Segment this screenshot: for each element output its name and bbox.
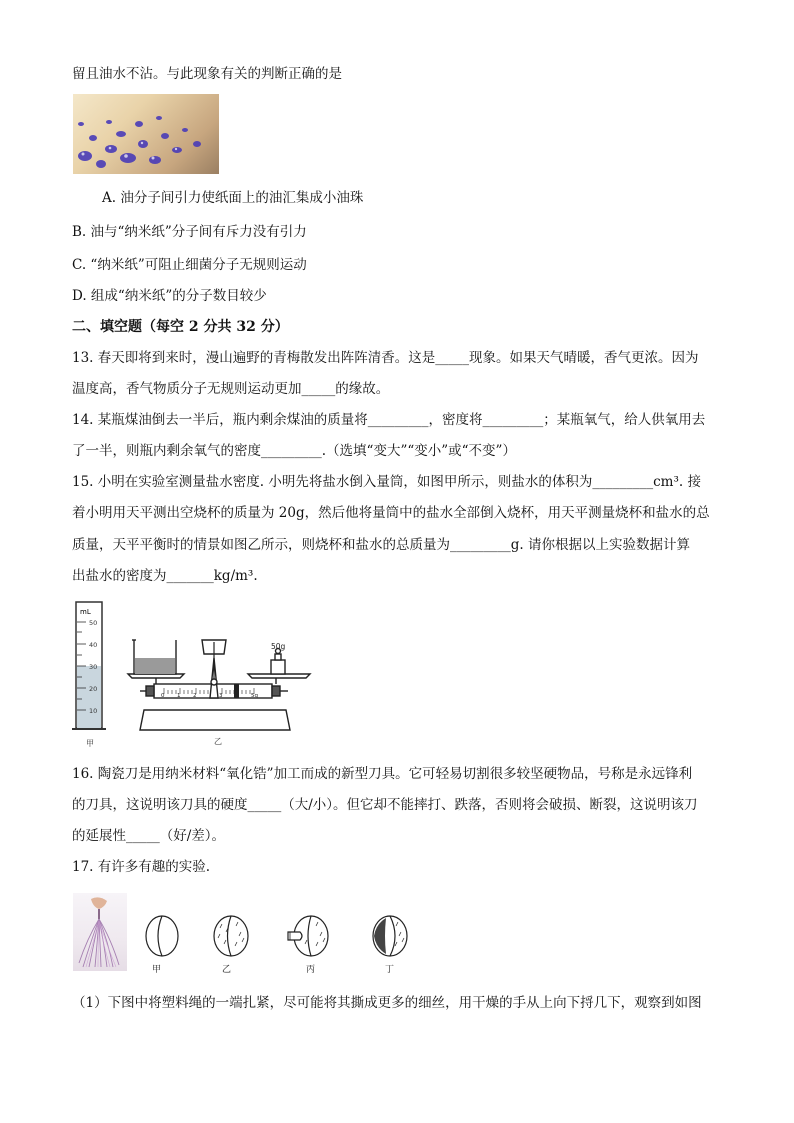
option-a: A. 油分子间引力使纸面上的油汇集成小油珠	[102, 190, 364, 206]
scale-tick-4: 4	[235, 693, 239, 699]
scale-tick-0: 0	[161, 693, 165, 699]
question-16-line-1: 16. 陶瓷刀是用纳米材料“氧化锆”加工而成的新型刀具。它可轻易切割很多较坚硬物品，号称是永远锋利	[72, 766, 693, 782]
nanopaper-oil-drops-photo	[73, 94, 219, 174]
option-b: B. 油与“纳米纸”分子间有斥力没有引力	[72, 224, 307, 240]
option-d: D. 组成“纳米纸”的分子数目较少	[72, 288, 267, 304]
circle-bing	[288, 916, 328, 956]
option-c: C. “纳米纸”可阻止细菌分子无规则运动	[72, 257, 307, 273]
split-circles-figure	[140, 906, 430, 978]
figure-label-jia: 甲	[86, 739, 94, 748]
question-15-line-3: 质量，天平平衡时的情景如图乙所示，则烧杯和盐水的总质量为_________g. 请你根据以上实验数据计算	[72, 537, 690, 553]
scale-tick-5g: 5g	[251, 693, 258, 699]
cylinder-tick-50: 50	[89, 619, 98, 627]
question-17-stem: 17. 有许多有趣的实验.	[72, 859, 211, 875]
figure-label-yi: 乙	[214, 737, 222, 746]
circle-label-bing: 丙	[306, 965, 316, 975]
circle-jia	[146, 916, 178, 956]
question-12-stem-end: 留且油水不沾。与此现象有关的判断正确的是	[72, 66, 342, 82]
cylinder-and-balance-figure	[72, 598, 322, 750]
question-15-line-4: 出盐水的密度为_______kg/m³.	[72, 568, 258, 584]
question-16-line-3: 的延展性_____（好/差）。	[72, 828, 226, 844]
circle-label-ding: 丁	[385, 965, 395, 975]
question-15-line-2: 着小明用天平测出空烧杯的质量为 20g，然后他将量筒中的盐水全部倒入烧杯，用天平测量烧杯和盐水的总	[72, 505, 710, 521]
balance	[128, 640, 310, 730]
scale-tick-3: 3	[219, 693, 223, 699]
circle-ding	[373, 916, 407, 956]
circle-label-yi: 乙	[222, 965, 232, 975]
cylinder-tick-20: 20	[89, 685, 98, 693]
circle-yi	[214, 916, 248, 956]
question-14-line-1: 14. 某瓶煤油倒去一半后，瓶内剩余煤油的质量将_________，密度将_________；某瓶氧气，给人供氧用去	[72, 412, 706, 428]
section-heading-fill-in: 二、填空题（每空 2 分共 32 分）	[72, 319, 289, 335]
scale-tick-2: 2	[193, 693, 197, 699]
weight-label: 50g	[271, 642, 286, 651]
question-13-line-1: 13. 春天即将到来时，漫山遍野的青梅散发出阵阵清香。这是_____现象。如果天气晴暖，香气更浓。因为	[72, 350, 699, 366]
question-16-line-2: 的刀具，这说明该刀具的硬度_____（大/小）。但它却不能摔打、跌落，否则将会破损、断裂，这说明该刀	[72, 797, 698, 813]
plastic-string-photo	[73, 893, 127, 971]
scale-tick-1: 1	[177, 693, 181, 699]
question-14-line-2: 了一半，则瓶内剩余氧气的密度_________.（选填“变大”“变小”或“不变”）	[72, 443, 516, 459]
cylinder-tick-10: 10	[89, 707, 98, 715]
cylinder-tick-30: 30	[89, 663, 98, 671]
cylinder-unit-label: mL	[80, 608, 91, 616]
question-15-line-1: 15. 小明在实验室测量盐水密度. 小明先将盐水倒入量筒，如图甲所示，则盐水的体积为_________cm³. 接	[72, 474, 701, 490]
question-13-line-2: 温度高，香气物质分子无规则运动更加_____的缘故。	[72, 381, 390, 397]
graduated-cylinder	[72, 602, 106, 748]
cylinder-tick-40: 40	[89, 641, 98, 649]
circle-label-jia: 甲	[152, 965, 162, 975]
question-17-part-1: （1）下图中将塑料绳的一端扎紧，尽可能将其撕成更多的细丝，用干燥的手从上向下捋几下，观察到如图	[72, 995, 702, 1011]
